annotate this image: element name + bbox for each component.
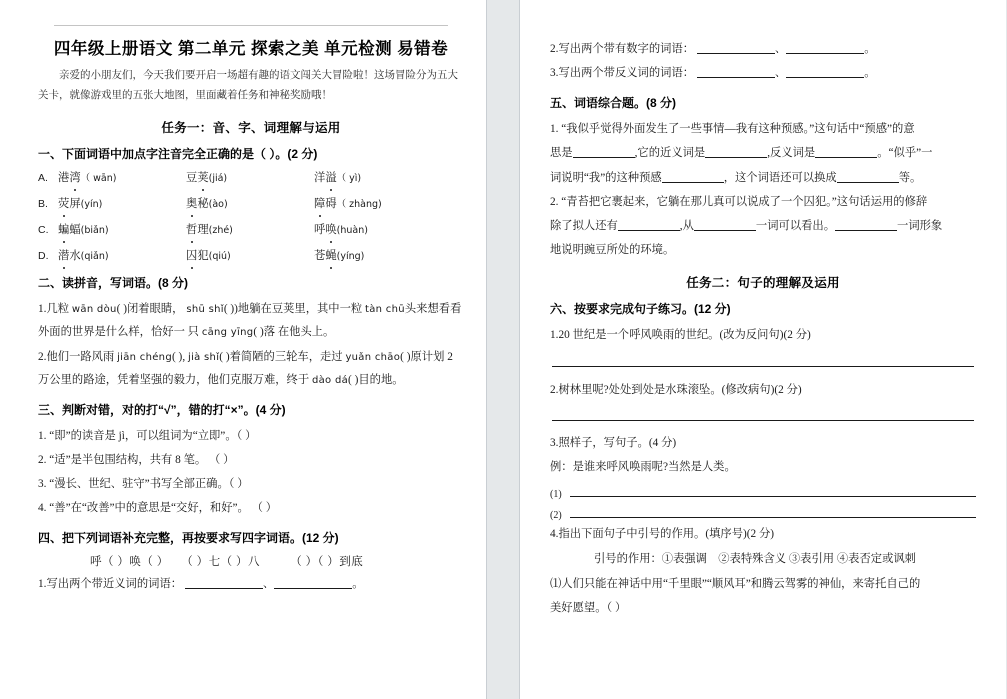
choice-cell-1 [58, 221, 186, 239]
pinyin: dào dá [311, 374, 349, 386]
q-text: ( )原计划 2 万公里的路途，凭着坚强的毅力，他们克服万难，终于 [38, 350, 453, 386]
choice-word: 潜水 [58, 250, 81, 262]
q-text: 2.他们一路风雨 [38, 350, 115, 363]
answer-paren[interactable]: ( ))地躺在豆荚里，其中一粒 [223, 303, 363, 316]
pinyin: jiān chéng [117, 351, 172, 363]
section-1-heading: 一、下面词语中加点字注音完全正确的是（ ）。(2 分) [38, 146, 318, 161]
page-right [519, 0, 1006, 699]
item-end: 。 [864, 67, 876, 80]
section-6-question-3-example: 例：是谁来呼风唤雨呢?当然是人类。 [550, 460, 736, 473]
emphasis-dot-char: 荚 [197, 169, 208, 187]
section-6-question-4-legend: 引号的作用：①表强调 ②表特殊含义 ③表引用 ④表否定或讽刺 [594, 553, 916, 566]
answer-blank[interactable] [786, 65, 864, 78]
pinyin: wān dòu [71, 304, 117, 316]
q-text: 。“似乎”一 [877, 147, 933, 160]
choice-pinyin: (jiá) [208, 172, 228, 184]
section-3-item[interactable]: 4. “善”在“改善”中的意思是“交好，和好”。 （ ） [38, 502, 278, 515]
section-5-question-1-line-2 [550, 142, 976, 165]
choice-row[interactable] [38, 247, 464, 265]
choice-pinyin: (ào) [208, 199, 228, 210]
answer-paren[interactable]: ( ), [171, 350, 186, 363]
choice-pinyin: (qiǎn) [80, 251, 109, 263]
section-2-question-1 [38, 298, 464, 344]
choice-pinyin: (qiú) [208, 251, 231, 263]
section-6-question-2: 2.树林里呢?处处到处是水珠滚坠。(修改病句)(2 分) [550, 384, 802, 397]
choice-cell-1 [58, 195, 186, 213]
q-text: 一词形象 [897, 219, 943, 232]
answer-paren[interactable]: ( )落 在他头上。 [253, 326, 335, 339]
section-5-question-1-line-1: 1. “我似乎觉得外面发生了一些事情—我有这种预感。”这句话中“预感”的意 [550, 123, 915, 136]
answer-blank[interactable] [705, 145, 767, 158]
emphasis-dot-char: 蝇 [325, 247, 336, 265]
section-5-question-1-line-3 [550, 167, 976, 190]
answer-blank[interactable] [185, 576, 263, 589]
section-4-heading: 四、把下列词语补充完整，再按要求写四字词语。(12 分) [38, 531, 339, 546]
choice-cell-2 [186, 221, 314, 239]
choice-word: 蝙蝠 [58, 224, 81, 236]
answer-paren[interactable]: ( )闭着眼睛， [116, 303, 184, 316]
choice-pinyin: (huàn) [336, 225, 368, 237]
choice-cell-3 [314, 247, 464, 265]
item-end: 。 [352, 578, 364, 591]
page-left [0, 0, 487, 699]
emphasis-dot-char: 荧 [58, 195, 69, 213]
choice-row[interactable] [38, 221, 464, 239]
q-text: 除了拟人还有 [550, 219, 618, 232]
emphasis-dot-char: 唤 [325, 221, 336, 239]
q-text: 词说明“我”的这种预感 [550, 171, 662, 184]
section-3-item[interactable]: 3. “漫长、世纪、驻守”书写全部正确。（ ） [38, 478, 249, 491]
answer-index: (1) [550, 488, 562, 500]
choice-cell-3 [314, 195, 464, 213]
pinyin: tàn chū [365, 304, 405, 316]
answer-paren[interactable]: ( )目的地。 [348, 373, 404, 386]
section-6-question-1: 1.20 世纪是一个呼风唤雨的世纪。(改为反问句)(2 分) [550, 329, 811, 342]
choice-cell-2 [186, 169, 314, 187]
q-text: 1.几粒 [38, 303, 70, 316]
answer-line-q1[interactable] [552, 366, 974, 367]
choice-row[interactable] [38, 195, 464, 213]
q-text: ,它的近义词是 [634, 147, 706, 160]
pinyin: yuǎn chāo [345, 351, 401, 363]
page-divider-gap [487, 0, 519, 699]
section-4-fill-row[interactable]: 呼（ ）唤（ ） （ ）七（ ）八 （ ）（ ）到底 [90, 556, 364, 569]
answer-line[interactable] [570, 483, 976, 497]
title-top-rule [54, 25, 448, 26]
choice-pinyin: (yíng) [336, 251, 365, 263]
section-5-question-2-line-1: 2. “青苔把它裹起来，它躺在那儿真可以说成了一个囚犯。”这句话运用的修辞 [550, 195, 928, 208]
choice-pinyin: (zhé) [208, 225, 233, 237]
answer-paren[interactable]: ( )着简陋的三轮车，走过 [219, 350, 343, 363]
answer-blank[interactable] [694, 218, 756, 231]
answer-blank[interactable] [662, 170, 724, 183]
choice-word: 哲理 [186, 224, 209, 236]
emphasis-dot-char: 障 [314, 195, 325, 213]
emphasis-dot-char: 潜 [58, 247, 69, 265]
section-6-answer-row-2 [550, 504, 976, 521]
answer-blank[interactable] [835, 218, 897, 231]
q-text: 思是 [550, 147, 573, 160]
item-end: 。 [864, 43, 876, 55]
choice-word: 呼唤 [314, 224, 337, 236]
choice-pinyin: （ yì) [336, 172, 362, 184]
choice-word: 豆荚 [186, 172, 209, 184]
section-6-question-4-item-1-line-2[interactable]: 美好愿望。（ ） [550, 601, 627, 614]
choice-letter: B. [38, 198, 48, 210]
item-label: 2.写出两个带有数字的词语： [550, 43, 695, 55]
answer-blank[interactable] [697, 41, 775, 54]
emphasis-dot-char: 湾 [69, 169, 80, 187]
choice-pinyin: (yín) [80, 199, 103, 210]
choice-word: 港湾 [58, 172, 81, 184]
pinyin: cāng yīng [201, 327, 254, 339]
task-one-heading: 任务一：音、字、词理解与运用 [161, 120, 341, 135]
section-3-item[interactable]: 1. “即”的读音是 jì，可以组词为“立即”。（ ） [38, 429, 257, 442]
choice-letter: A. [38, 171, 48, 184]
section-3-heading: 三、判断对错，对的打“√”，错的打“×”。(4 分) [38, 402, 286, 417]
section-6-question-4-item-1-line-1: ⑴人们只能在神话中用“千里眼”“顺风耳”和腾云驾雾的神仙，来寄托自己的 [550, 577, 921, 590]
answer-blank[interactable] [786, 41, 864, 54]
choice-word: 苍蝇 [314, 250, 337, 262]
choice-word: 荧屏 [58, 198, 81, 210]
answer-blank[interactable] [837, 170, 899, 183]
answer-line-q2[interactable] [552, 420, 974, 421]
answer-blank[interactable] [618, 218, 680, 231]
section-6-heading: 六、按要求完成句子练习。(12 分) [550, 302, 731, 317]
item-label: 1.写出两个带近义词的词语： [38, 578, 183, 591]
choice-word: 奥秘 [186, 198, 209, 210]
section-5-heading: 五、词语综合题。(8 分) [550, 96, 677, 111]
section-5-question-2-line-3: 地说明豌豆所处的环境。 [550, 244, 675, 257]
choice-letter: D. [38, 250, 49, 263]
answer-blank[interactable] [815, 145, 877, 158]
q-text: ，这个词语还可以换成 [723, 171, 837, 184]
choice-cell-3 [314, 221, 464, 239]
section-6-answer-row-1 [550, 483, 976, 500]
choice-letter: C. [38, 224, 49, 237]
section-6-question-4: 4.指出下面句子中引号的作用。(填序号)(2 分) [550, 527, 775, 540]
answer-blank[interactable] [697, 65, 775, 78]
choice-pinyin: （ wān) [80, 172, 117, 184]
choice-cell-2 [186, 247, 314, 265]
choice-cell-2 [186, 195, 314, 213]
choice-pinyin: (biǎn) [80, 225, 109, 237]
section-4-item-3: 3.写出两个带反义词的词语： 、 。 [550, 67, 876, 80]
emphasis-dot-char: 溢 [325, 169, 336, 187]
section-2-heading: 二、读拼音，写词语。(8 分) [38, 276, 189, 291]
page-title: 四年级上册语文 第二单元 探索之美 单元检测 易错卷 [53, 40, 449, 58]
section-4-item-2: 2.写出两个带有数字的词语： 、 。 [550, 43, 876, 55]
q-text: 头来想看看外面的世界是什么样，恰好一 只 [38, 303, 462, 339]
answer-line[interactable] [570, 504, 976, 518]
emphasis-dot-char: 哲 [186, 221, 197, 239]
answer-blank[interactable] [573, 145, 635, 158]
section-2-question-2 [38, 346, 464, 392]
choice-cell-1 [58, 247, 186, 265]
item-label: 3.写出两个带反义词的词语： [550, 67, 695, 80]
choice-word: 洋溢 [314, 172, 337, 184]
section-6-question-3: 3.照样子，写句子。(4 分) [550, 436, 677, 449]
q-text: ,从 [679, 219, 694, 232]
choice-pinyin: （ zhàng) [336, 199, 382, 210]
emphasis-dot-char: 奥 [186, 195, 197, 213]
task-two-heading: 任务二：句子的理解及运用 [686, 276, 840, 291]
choice-word: 囚犯 [186, 250, 209, 262]
emphasis-dot-char: 囚 [186, 247, 197, 265]
section-3-item[interactable]: 2. “适”是半包围结构，共有 8 笔。 （ ） [38, 453, 235, 466]
answer-blank[interactable] [274, 576, 352, 589]
answer-index: (2) [550, 509, 562, 521]
emphasis-dot-char: 蝙 [58, 221, 69, 239]
section-5-question-2-line-2 [550, 215, 976, 238]
pinyin: jià shǐ [187, 351, 220, 363]
q-text: 一词可以看出。 [755, 219, 836, 232]
choice-word: 障碍 [314, 198, 337, 210]
intro-paragraph: 亲爱的小朋友们，今天我们要开启一场超有趣的语文闯关大冒险啦！这场冒险分为五大关卡，就像游戏里的五张大地图，里面藏着任务和神秘奖励哦！ [38, 70, 458, 102]
q-text: 等。 [898, 171, 922, 184]
choice-cell-3 [314, 169, 464, 187]
choice-row[interactable] [38, 169, 464, 187]
q-text: ,反义词是 [767, 147, 816, 160]
section-4-item-1: 1.写出两个带近义词的词语： 、 。 [38, 578, 364, 591]
pinyin: shū shǐ [186, 304, 224, 316]
section-1-choices [38, 169, 464, 265]
choice-cell-1 [58, 169, 186, 187]
